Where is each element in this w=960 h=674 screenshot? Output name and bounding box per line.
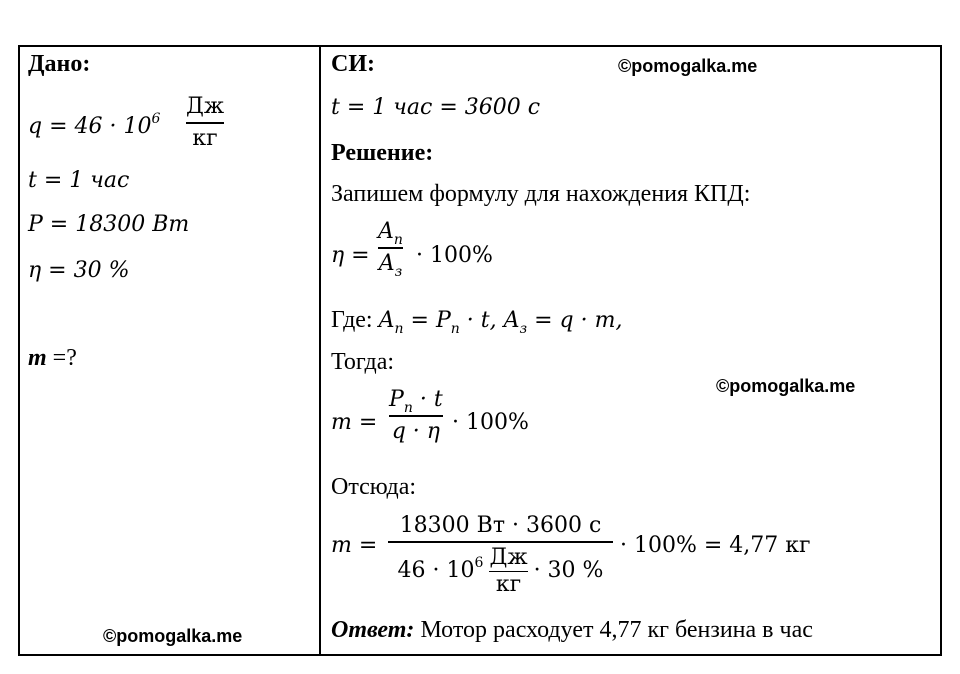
- f2-tail: · 100%: [452, 410, 529, 435]
- given-q: $q = 46 \cdot 10^6$: [28, 111, 161, 139]
- watermark-middle: ©pomogalka.me: [716, 376, 856, 396]
- f1-tail: · 100%: [416, 243, 493, 268]
- f3-tail: · 100% = 4,77 кг: [620, 533, 811, 558]
- given-p: P = 18300 Вт: [28, 212, 190, 237]
- f1-lhs: η =: [331, 243, 370, 268]
- f2-lhs: m =: [331, 410, 378, 435]
- si-heading: СИ:: [331, 51, 375, 77]
- given-q-unit: Дж кг: [186, 94, 225, 151]
- given-find: m =?: [28, 345, 77, 371]
- solution-intro: Запишем формулу для нахождения КПД:: [331, 181, 751, 207]
- hence-label: Отсюда:: [331, 474, 417, 500]
- f3-lhs: m =: [331, 533, 378, 558]
- solution-heading: Решение:: [331, 140, 434, 166]
- given-heading: Дано:: [28, 51, 91, 77]
- watermark-top: ©pomogalka.me: [618, 56, 758, 76]
- f3-fraction: 18300 Вт · 3600 с $46 \cdot 10^6$ Дж кг · 30 %: [388, 515, 613, 596]
- f1-fraction: $A_п$ $A_з$: [378, 219, 403, 280]
- answer-line: Ответ: Мотор расходует 4,77 кг бензина в час: [331, 617, 813, 643]
- given-eta: η = 30 %: [28, 258, 130, 283]
- where-line: Где: $A_п = P_п \cdot t$, $A_з = q \cdot m$,: [331, 307, 623, 337]
- given-t: t = 1 час: [28, 168, 130, 193]
- si-line: t = 1 час = 3600 с: [331, 95, 541, 120]
- f2-fraction: $P_п \cdot t$ q · η: [389, 387, 443, 444]
- column-divider: [319, 45, 321, 656]
- then-label: Тогда:: [331, 349, 395, 375]
- watermark-bottom: ©pomogalka.me: [103, 626, 243, 646]
